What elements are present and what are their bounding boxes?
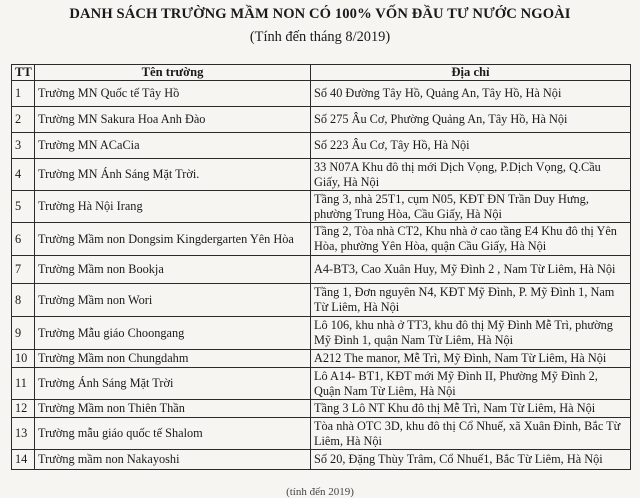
table-row [12, 256, 631, 284]
table-row [12, 284, 631, 317]
table-row [12, 191, 631, 223]
school-address: Lô A14- BT1, KĐT mới Mỹ Đình II, Phường Mỹ Đình 2, Quận Nam Từ Liêm, Hà Nội [311, 368, 631, 400]
school-name: Trường Mầm non Bookja [35, 256, 311, 284]
row-number: 6 [12, 223, 35, 256]
header-address: Địa chỉ [311, 65, 631, 81]
table-row [12, 450, 631, 470]
school-address: A212 The manor, Mễ Trì, Mỹ Đình, Nam Từ Liêm, Hà Nội [311, 350, 631, 368]
school-address: Số 20, Đặng Thùy Trâm, Cổ Nhuế1, Bắc Từ Liêm, Hà Nội [311, 450, 631, 470]
table-row [12, 223, 631, 256]
school-name: Trường Mầm non Chungdahm [35, 350, 311, 368]
row-number: 3 [12, 133, 35, 159]
school-address: Tầng 3, nhà 25T1, cụm N05, KĐT ĐN Trần Duy Hưng, phường Trung Hòa, Cầu Giấy, Hà Nội [311, 191, 631, 223]
school-name: Trường mầm non Nakayoshi [35, 450, 311, 470]
header-tt: TT [12, 65, 35, 81]
table-row [12, 133, 631, 159]
school-name: Trường MN Quốc tế Tây Hồ [35, 81, 311, 107]
table-header [12, 65, 631, 81]
school-address: 33 N07A Khu đô thị mới Dịch Vọng, P.Dịch Vọng, Q.Cầu Giấy, Hà Nội [311, 159, 631, 191]
table-row [12, 400, 631, 418]
school-name: Trường MN ACaCia [35, 133, 311, 159]
table-row [12, 107, 631, 133]
school-name: Trường MN Ánh Sáng Mặt Trời. [35, 159, 311, 191]
row-number: 1 [12, 81, 35, 107]
school-name: Trường mẫu giáo quốc tế Shalom [35, 418, 311, 450]
row-number: 10 [12, 350, 35, 368]
table-row [12, 368, 631, 400]
table-row [12, 159, 631, 191]
school-name: Trường Hà Nội Irang [35, 191, 311, 223]
school-address: Số 275 Âu Cơ, Phường Quảng An, Tây Hồ, Hà Nội [311, 107, 631, 133]
school-name: Trường MN Sakura Hoa Anh Đào [35, 107, 311, 133]
school-name: Trường Ánh Sáng Mặt Trời [35, 368, 311, 400]
table-row [12, 317, 631, 350]
school-address: Số 40 Đường Tây Hồ, Quảng An, Tây Hồ, Hà Nội [311, 81, 631, 107]
school-address: Tòa nhà OTC 3D, khu đô thị Cổ Nhuế, xã Xuân Đỉnh, Bắc Từ Liêm, Hà Nội [311, 418, 631, 450]
school-table [11, 64, 631, 470]
row-number: 4 [12, 159, 35, 191]
school-address: Tầng 2, Tòa nhà CT2, Khu nhà ở cao tầng E4 Khu đô thị Yên Hòa, phường Yên Hòa, quận Cầu Giấy, Hà Nội [311, 223, 631, 256]
school-name: Trường Mẫu giáo Choongang [35, 317, 311, 350]
school-address: A4-BT3, Cao Xuân Huy, Mỹ Đình 2 , Nam Từ Liêm, Hà Nội [311, 256, 631, 284]
row-number: 5 [12, 191, 35, 223]
document-subtitle: (Tính đến tháng 8/2019) [249, 29, 391, 45]
school-address: Tầng 3 Lô NT Khu đô thị Mễ Trì, Nam Từ Liêm, Hà Nội [311, 400, 631, 418]
row-number: 7 [12, 256, 35, 284]
table-row [12, 81, 631, 107]
row-number: 14 [12, 450, 35, 470]
table-row [12, 350, 631, 368]
school-address: Số 223 Âu Cơ, Tây Hồ, Hà Nội [311, 133, 631, 159]
row-number: 11 [12, 368, 35, 400]
row-number: 13 [12, 418, 35, 450]
table-body [12, 81, 631, 470]
header-row [12, 65, 631, 81]
row-number: 8 [12, 284, 35, 317]
row-number: 2 [12, 107, 35, 133]
school-name: Trường Mầm non Thiên Thần [35, 400, 311, 418]
school-address: Lô 106, khu nhà ở TT3, khu đô thị Mỹ Đình Mễ Trì, phường Mỹ Đình 1, quận Nam Từ Liêm, Hà Nội [311, 317, 631, 350]
table-row [12, 418, 631, 450]
row-number: 12 [12, 400, 35, 418]
school-name: Trường Mầm non Wori [35, 284, 311, 317]
school-name: Trường Mầm non Dongsim Kingdergarten Yên Hòa [35, 223, 311, 256]
school-address: Tầng 1, Đơn nguyên N4, KĐT Mỹ Đình, P. Mỹ Đình 1, Nam Từ Liêm, Hà Nội [311, 284, 631, 317]
document-title: DANH SÁCH TRƯỜNG MẦM NON CÓ 100% VỐN ĐẦU TƯ NƯỚC NGOÀI [69, 6, 571, 22]
header-school-name: Tên trường [35, 65, 311, 81]
page-footer-note: (tính đến 2019) [286, 486, 354, 498]
row-number: 9 [12, 317, 35, 350]
